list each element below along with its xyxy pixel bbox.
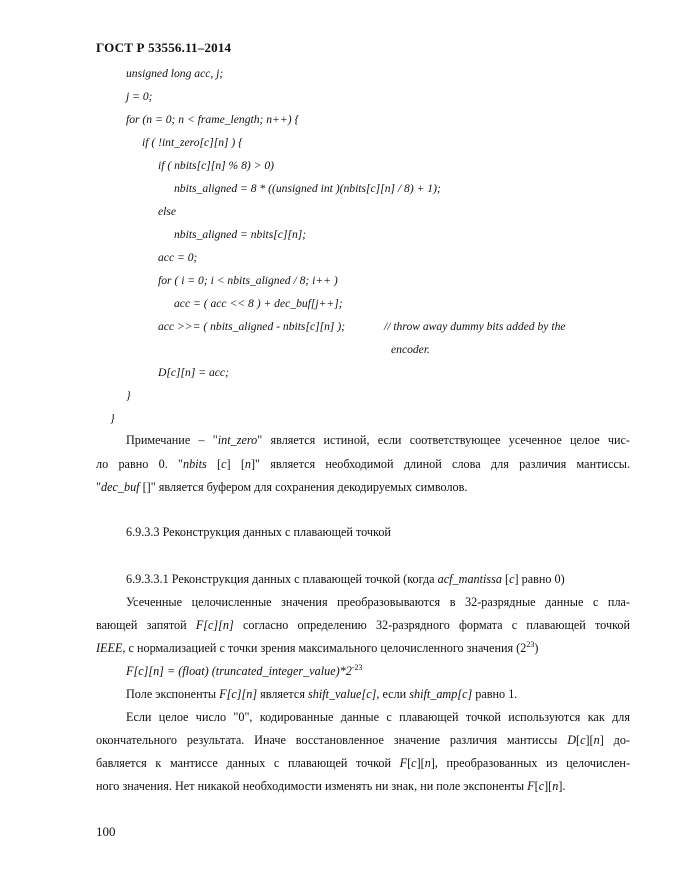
- paragraph-line: Усеченные целочисленные значения преобразовываются в 32-разрядные данные с пла-: [126, 595, 630, 609]
- paragraph-line: Если целое число "0", кодированные данные с плавающей точкой используются как для: [126, 710, 630, 724]
- code-line: if ( !int_zero[c][n] ) {: [142, 136, 243, 149]
- exponent-line: Поле экспоненты F[c][n] является shift_value[c], если shift_amp[c] равно 1.: [126, 687, 518, 701]
- code-line: else: [158, 205, 177, 218]
- code-line: nbits_aligned = nbits[c][n];: [174, 228, 307, 241]
- code-line: if ( nbits[c][n] % 8) > 0): [158, 159, 275, 172]
- code-line: for ( i = 0; i < nbits_aligned / 8; i++ ): [158, 274, 338, 287]
- note-line: "dec_buf []" является буфером для сохранения декодируемых символов.: [96, 480, 468, 494]
- code-line: acc = 0;: [158, 251, 198, 264]
- code-line: nbits_aligned = 8 * ((unsigned int )(nbits[c][n] / 8) + 1);: [174, 182, 441, 195]
- subsection-heading: 6.9.3.3.1 Реконструкция данных с плавающей точкой (когда acf_mantissa [c] равно 0): [126, 572, 565, 586]
- note-line: ло равно 0. "nbits [c] [n]" является необходимой длиной слова для различия мантиссы.: [96, 457, 631, 471]
- note-line: Примечание – "int_zero" является истиной, если соответствующее усеченное целое чис-: [126, 433, 630, 447]
- code-line: unsigned long acc, j;: [126, 67, 224, 80]
- page-number: 100: [96, 824, 116, 839]
- paragraph-line: IEEE, с нормализацией с точки зрения максимального целочисленного значения $(2^{23})$: [96, 640, 539, 655]
- code-line: for (n = 0; n < frame_length; n++) {: [126, 113, 300, 126]
- code-line: acc >>= ( nbits_aligned - nbits[c][n] );: [158, 320, 346, 333]
- code-line: D[c][n] = acc;: [158, 366, 229, 379]
- document-header: ГОСТ Р 53556.11–2014: [96, 40, 232, 55]
- code-line: j = 0;: [126, 90, 153, 103]
- paragraph-line: ного значения. Нет никакой необходимости изменять ни знак, ни поле экспоненты F[c][n].: [96, 779, 566, 793]
- code-line: }: [110, 412, 115, 425]
- code-line: acc = ( acc << 8 ) + dec_buf[j++];: [174, 297, 343, 310]
- code-line: }: [126, 389, 131, 402]
- paragraph-line: бавляется к мантиссе данных с плавающей точкой F[c][n], преобразованных из целочислен-: [96, 756, 630, 770]
- paragraph-line: окончательного результата. Иначе восстановленное значение различия мантиссы D[c][n] до-: [96, 733, 630, 747]
- code-comment: // throw away dummy bits added by the: [384, 320, 566, 333]
- section-heading: 6.9.3.3 Реконструкция данных с плавающей точкой: [126, 525, 391, 539]
- code-comment: encoder.: [391, 343, 430, 356]
- formula: F[c][n] = (float) $(truncated\_integer\_value)*2^{-23}$: [126, 663, 363, 678]
- paragraph-line: вающей запятой F[c][n] согласно определению 32-разрядного формата с плавающей точкой: [96, 618, 630, 632]
